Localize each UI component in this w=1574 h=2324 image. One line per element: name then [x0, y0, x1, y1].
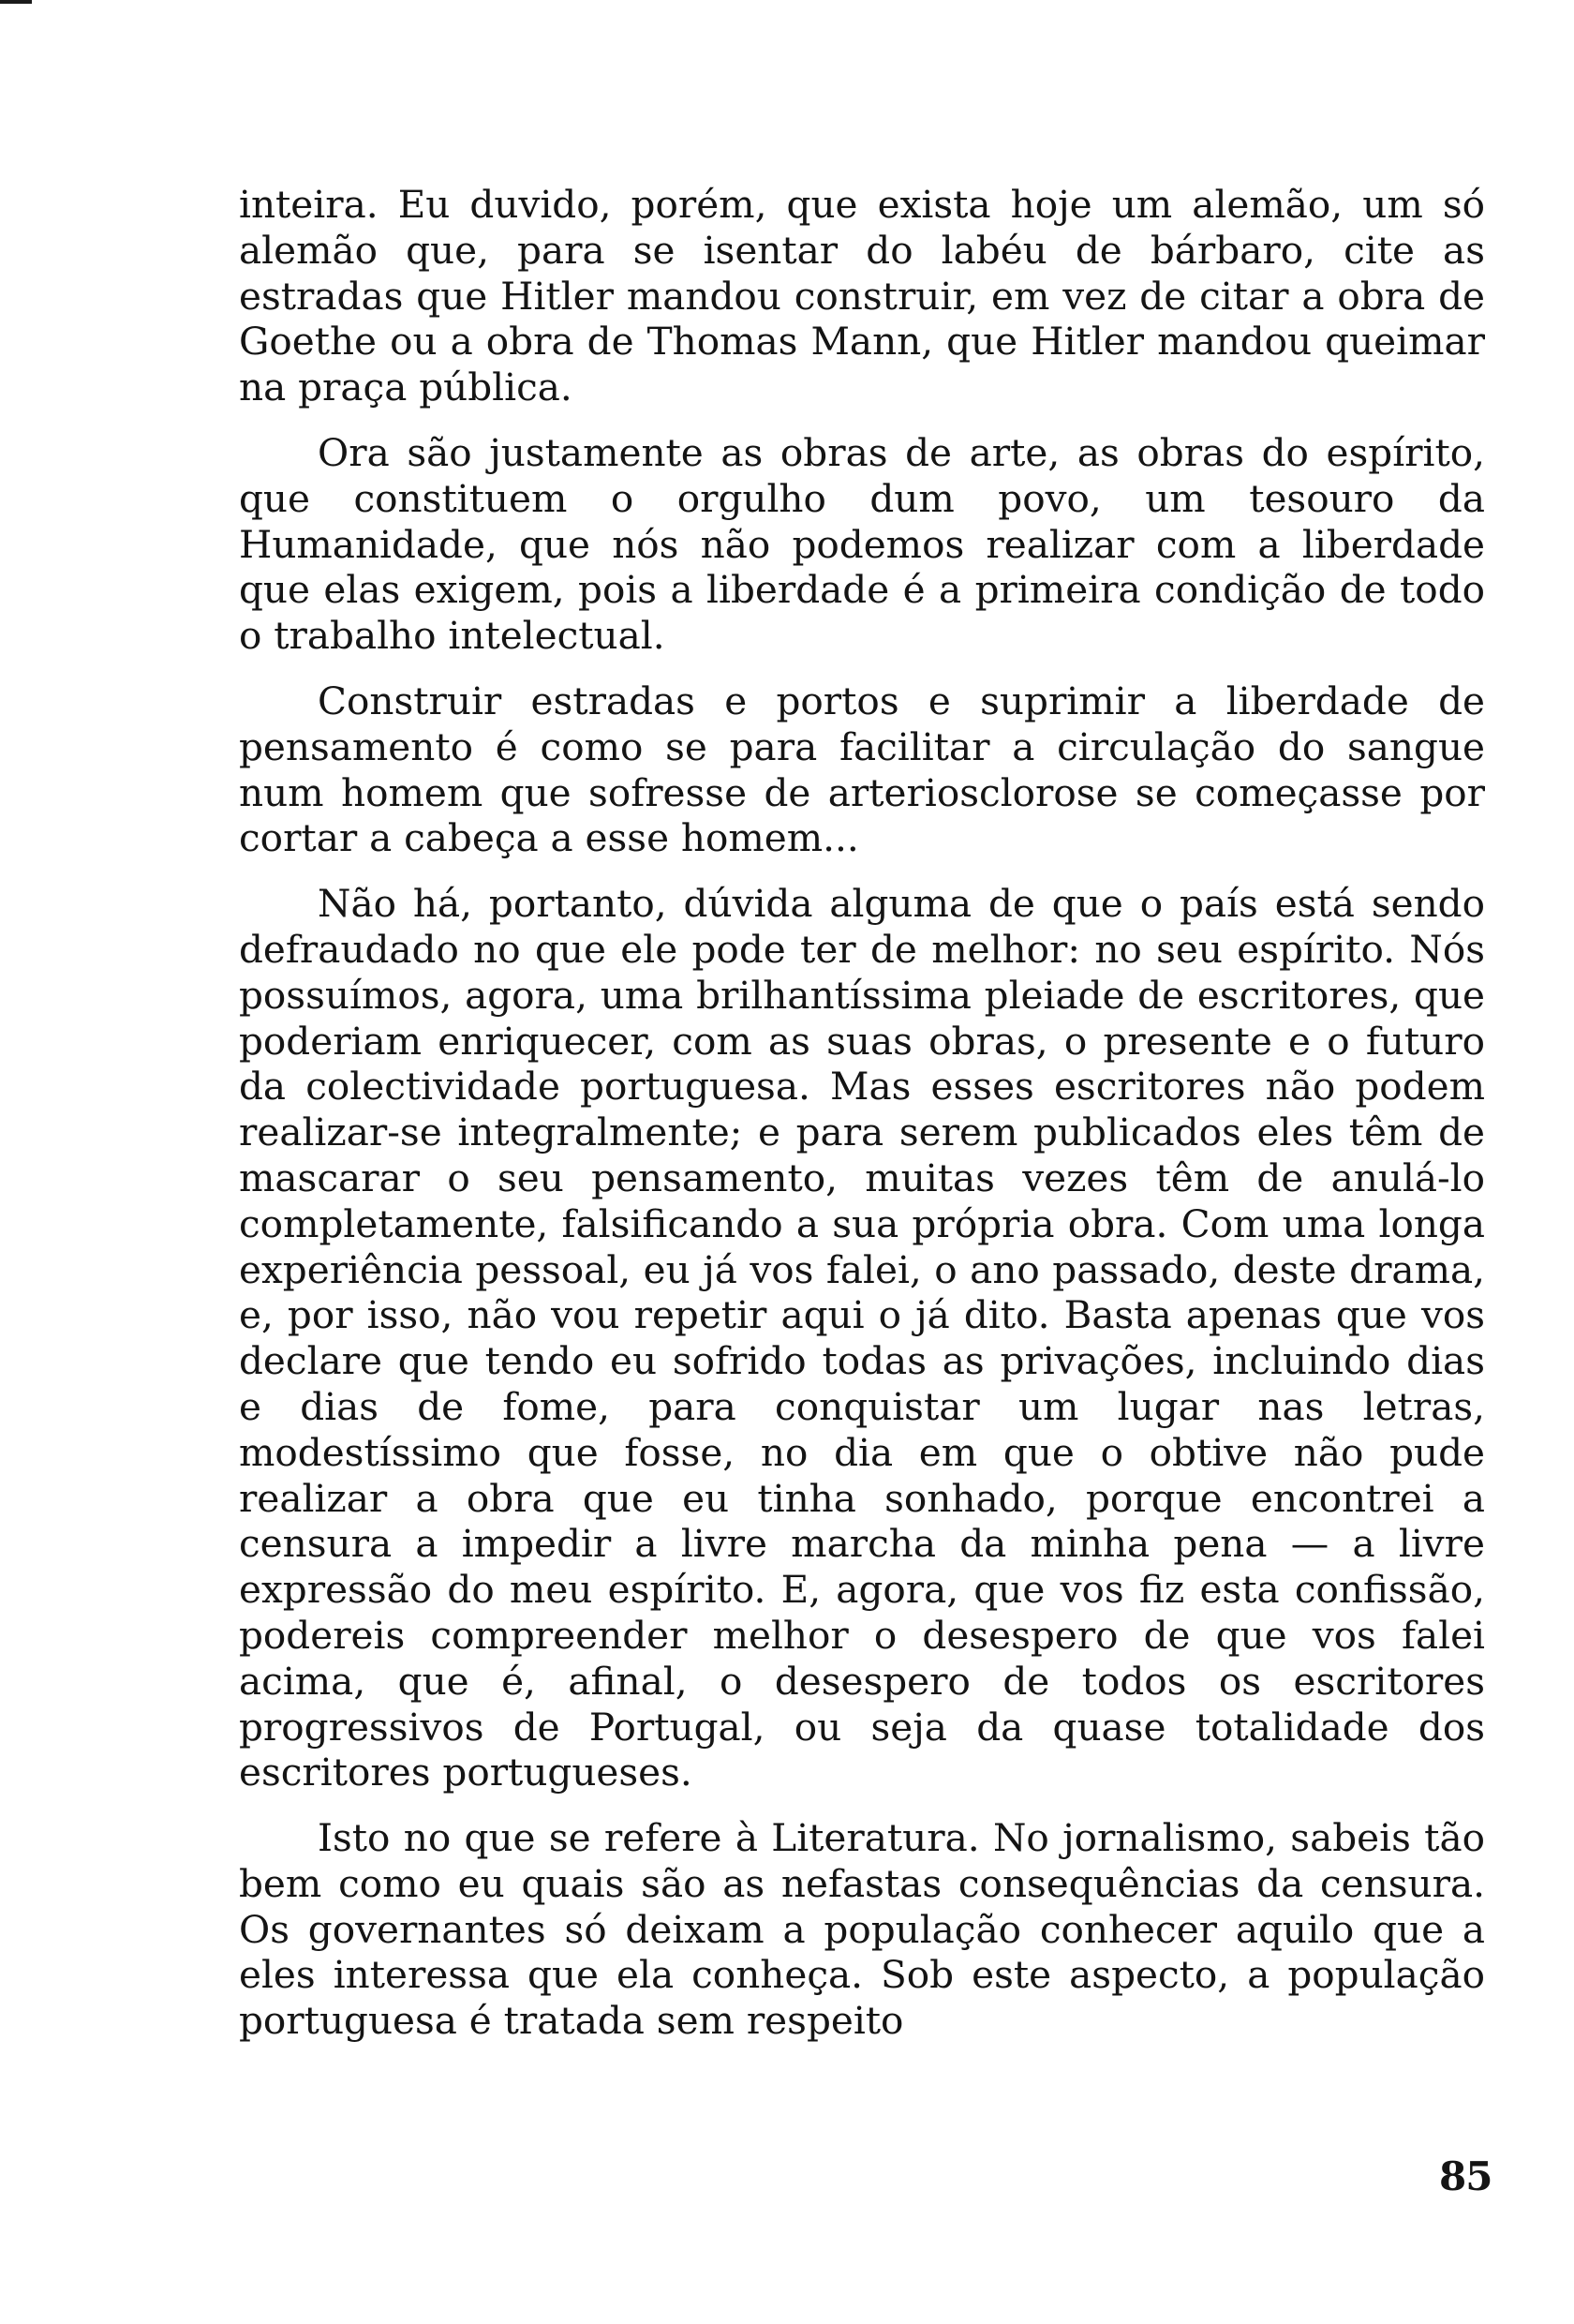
page-number: 85	[1439, 2153, 1492, 2199]
paragraph-5: Isto no que se refere à Literatura. No jornalismo, sabeis tão bem como eu quais são as nefastas consequências da censura. Os governantes só deixam a população conhecer aquilo que a eles interessa que ela conheça. Sob este aspecto, a população portuguesa é tratada sem respeito	[239, 1815, 1485, 2044]
paragraph-4: Não há, portanto, dúvida alguma de que o país está sendo defraudado no que ele pode ter de melhor: no seu espírito. Nós possuímos, agora, uma brilhantíssima pleiade de escritores, que poderiam enriquecer, com as suas obras, o presente e o futuro da colectividade portuguesa. Mas esses escritores não podem realizar-se integralmente; e para serem publicados eles têm de mascarar o seu pensamento, muitas vezes têm de anulá-lo completamente, falsificando a sua própria obra. Com uma longa experiência pessoal, eu já vos falei, o ano passado, deste drama, e, por isso, não vou repetir aqui o já dito. Basta apenas que vos declare que tendo eu sofrido todas as privações, incluindo dias e dias de fome, para conquistar um lugar nas letras, modestíssimo que fosse, no dia em que o obtive não pude realizar a obra que eu tinha sonhado, porque encontrei a censura a impedir a livre marcha da minha pena — a livre expressão do meu espírito. E, agora, que vos fiz esta confissão, podereis compreender melhor o desespero de que vos falei acima, que é, afinal, o desespero de todos os escritores progressivos de Portugal, ou seja da quase totalidade dos escritores portugueses.	[239, 881, 1485, 1795]
paragraph-2: Ora são justamente as obras de arte, as obras do espírito, que constituem o orgulho dum povo, um tesouro da Humanidade, que nós não podemos realizar com a liberdade que elas exigem, pois a liberdade é a primeira condição de todo o trabalho intelectual.	[239, 429, 1485, 659]
body-text	[239, 182, 1485, 2044]
paragraph-3: Construir estradas e portos e suprimir a liberdade de pensamento é como se para facilitar a circulação do sangue num homem que sofresse de arteriosclorose se começasse por cortar a cabeça a esse homem...	[239, 678, 1485, 861]
paragraph-1: inteira. Eu duvido, porém, que exista hoje um alemão, um só alemão que, para se isentar do labéu de bárbaro, cite as estradas que Hitler mandou construir, em vez de citar a obra de Goethe ou a obra de Thomas Mann, que Hitler mandou queimar na praça pública.	[239, 182, 1485, 410]
corner-mark	[0, 0, 32, 4]
